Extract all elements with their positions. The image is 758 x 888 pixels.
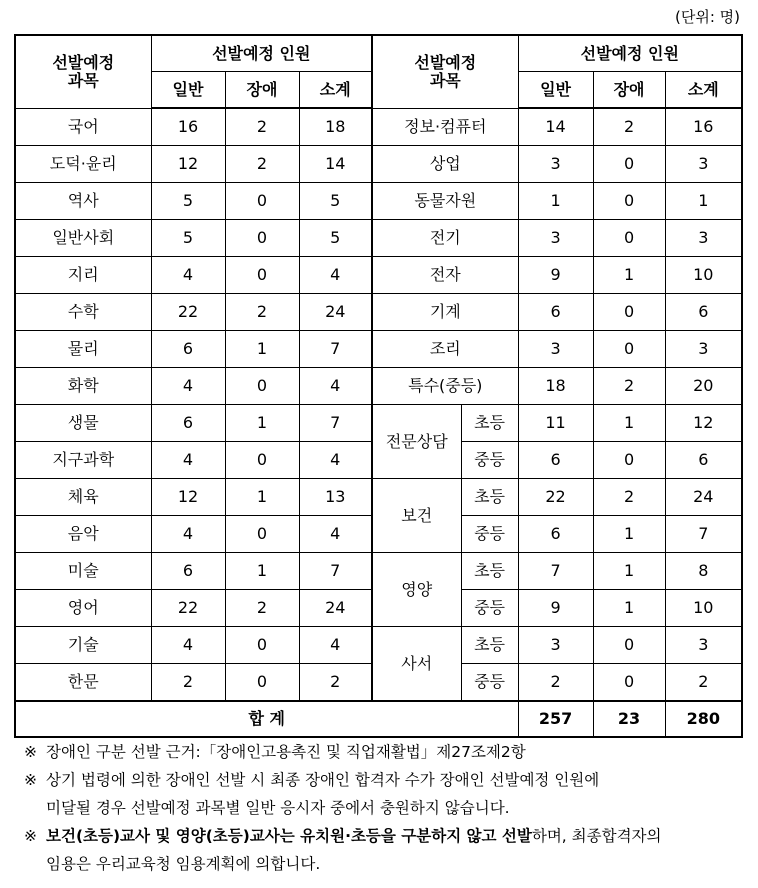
header-subtotal-right: 소계 (665, 72, 742, 109)
cell-general: 6 (151, 331, 225, 368)
header-quota-right: 선발예정 인원 (518, 35, 742, 72)
cell-subtotal: 6 (665, 442, 742, 479)
cell-group-subject: 영양 (372, 553, 461, 627)
cell-disabled: 0 (225, 664, 299, 702)
note-3-line2: 임용은 우리교육청 임용계획에 의합니다. (46, 855, 321, 873)
cell-disabled: 0 (593, 627, 665, 664)
cell-disabled: 0 (593, 220, 665, 257)
cell-general: 5 (151, 220, 225, 257)
table-row (15, 331, 742, 368)
table-row (15, 368, 742, 405)
header-subject-right-line1: 선발예정 (414, 52, 477, 72)
cell-disabled: 2 (593, 368, 665, 405)
cell-subject: 영어 (15, 590, 151, 627)
cell-general: 1 (518, 183, 593, 220)
cell-disabled: 0 (225, 368, 299, 405)
total-label: 합 계 (15, 701, 518, 737)
cell-disabled: 1 (225, 553, 299, 590)
cell-subtotal: 4 (299, 442, 372, 479)
cell-subtotal: 6 (665, 294, 742, 331)
cell-subtotal: 24 (665, 479, 742, 516)
cell-level: 초등 (461, 553, 518, 590)
cell-general: 6 (518, 442, 593, 479)
cell-general: 9 (518, 590, 593, 627)
cell-general: 6 (518, 516, 593, 553)
cell-subject: 음악 (15, 516, 151, 553)
cell-subtotal: 14 (299, 146, 372, 183)
cell-general: 14 (518, 108, 593, 146)
cell-subject: 기술 (15, 627, 151, 664)
cell-general: 4 (151, 627, 225, 664)
cell-subject: 물리 (15, 331, 151, 368)
cell-disabled: 0 (225, 627, 299, 664)
cell-subject: 체육 (15, 479, 151, 516)
cell-subject: 역사 (15, 183, 151, 220)
total-subtotal: 280 (665, 701, 742, 737)
cell-general: 2 (151, 664, 225, 702)
cell-disabled: 0 (225, 516, 299, 553)
cell-disabled: 0 (225, 257, 299, 294)
cell-general: 12 (151, 146, 225, 183)
table-row (15, 146, 742, 183)
cell-general: 3 (518, 146, 593, 183)
cell-general: 22 (151, 590, 225, 627)
cell-subject: 전기 (372, 220, 518, 257)
cell-subtotal: 4 (299, 627, 372, 664)
cell-general: 6 (151, 405, 225, 442)
cell-subtotal: 13 (299, 479, 372, 516)
cell-disabled: 0 (593, 183, 665, 220)
cell-level: 초등 (461, 479, 518, 516)
cell-disabled: 2 (225, 108, 299, 146)
cell-subtotal: 3 (665, 331, 742, 368)
cell-disabled: 1 (225, 405, 299, 442)
cell-subject: 동물자원 (372, 183, 518, 220)
cell-subject: 수학 (15, 294, 151, 331)
cell-subject: 국어 (15, 108, 151, 146)
cell-subject: 기계 (372, 294, 518, 331)
cell-subtotal: 4 (299, 516, 372, 553)
cell-general: 18 (518, 368, 593, 405)
cell-disabled: 0 (225, 442, 299, 479)
note-2-line1: 상기 법령에 의한 장애인 선발 시 최종 장애인 합격자 수가 장애인 선발예정 인원에 (46, 771, 600, 789)
cell-subtotal: 10 (665, 590, 742, 627)
cell-subtotal: 10 (665, 257, 742, 294)
note-mark: ※ (24, 743, 37, 761)
cell-general: 22 (151, 294, 225, 331)
cell-level: 중등 (461, 590, 518, 627)
cell-subject: 전자 (372, 257, 518, 294)
cell-general: 9 (518, 257, 593, 294)
cell-subtotal: 18 (299, 108, 372, 146)
cell-disabled: 0 (593, 442, 665, 479)
cell-disabled: 0 (593, 331, 665, 368)
cell-disabled: 1 (225, 331, 299, 368)
cell-group-subject: 사서 (372, 627, 461, 702)
cell-disabled: 2 (225, 294, 299, 331)
header-disabled-left: 장애 (225, 72, 299, 109)
cell-disabled: 0 (593, 146, 665, 183)
cell-disabled: 0 (593, 664, 665, 702)
cell-subtotal: 7 (299, 553, 372, 590)
cell-general: 4 (151, 442, 225, 479)
cell-subtotal: 16 (665, 108, 742, 146)
cell-general: 22 (518, 479, 593, 516)
cell-general: 5 (151, 183, 225, 220)
cell-subtotal: 1 (665, 183, 742, 220)
cell-level: 중등 (461, 442, 518, 479)
table-row (15, 405, 742, 442)
cell-subject: 미술 (15, 553, 151, 590)
cell-subject: 화학 (15, 368, 151, 405)
header-subject-left (15, 35, 151, 108)
cell-level: 중등 (461, 664, 518, 702)
table-row (15, 220, 742, 257)
cell-subtotal: 20 (665, 368, 742, 405)
cell-disabled: 1 (593, 553, 665, 590)
cell-disabled: 1 (225, 479, 299, 516)
cell-subject: 생물 (15, 405, 151, 442)
cell-general: 4 (151, 368, 225, 405)
note-3-rest: 하며, 최종합격자의 (531, 827, 662, 845)
table-row (15, 183, 742, 220)
cell-general: 3 (518, 331, 593, 368)
cell-subtotal: 5 (299, 220, 372, 257)
cell-subject: 도덕·윤리 (15, 146, 151, 183)
cell-disabled: 2 (225, 590, 299, 627)
cell-disabled: 0 (225, 183, 299, 220)
cell-disabled: 1 (593, 405, 665, 442)
cell-general: 6 (518, 294, 593, 331)
cell-disabled: 0 (225, 220, 299, 257)
header-general-right: 일반 (518, 72, 593, 109)
cell-subtotal: 7 (299, 405, 372, 442)
header-subtotal-left: 소계 (299, 72, 372, 109)
cell-general: 2 (518, 664, 593, 702)
cell-general: 6 (151, 553, 225, 590)
total-row (15, 701, 742, 737)
total-general: 257 (518, 701, 593, 737)
table-row (15, 257, 742, 294)
cell-subtotal: 7 (299, 331, 372, 368)
note-1 (24, 738, 744, 766)
cell-group-subject: 보건 (372, 479, 461, 553)
cell-subtotal: 2 (299, 664, 372, 702)
cell-general: 3 (518, 220, 593, 257)
cell-subject: 정보·컴퓨터 (372, 108, 518, 146)
table-row (15, 627, 742, 664)
cell-general: 16 (151, 108, 225, 146)
header-subject-left-line1: 선발예정 (52, 52, 115, 72)
note-3-bold: 보건(초등)교사 및 영양(초등)교사는 유치원·초등을 구분하지 않고 선발 (46, 827, 532, 845)
table-row (15, 108, 742, 146)
table-row (15, 294, 742, 331)
cell-disabled: 2 (225, 146, 299, 183)
cell-subject: 일반사회 (15, 220, 151, 257)
cell-subtotal: 3 (665, 220, 742, 257)
cell-subtotal: 7 (665, 516, 742, 553)
header-quota-left: 선발예정 인원 (151, 35, 372, 72)
cell-general: 11 (518, 405, 593, 442)
table-row (15, 553, 742, 590)
cell-disabled: 0 (593, 294, 665, 331)
table-row (15, 479, 742, 516)
cell-subject: 상업 (372, 146, 518, 183)
cell-general: 4 (151, 257, 225, 294)
cell-level: 초등 (461, 405, 518, 442)
total-disabled: 23 (593, 701, 665, 737)
note-mark: ※ (24, 771, 37, 789)
cell-disabled: 2 (593, 479, 665, 516)
cell-group-subject: 전문상담 (372, 405, 461, 479)
header-subject-left-line2: 과목 (67, 70, 99, 90)
cell-general: 7 (518, 553, 593, 590)
cell-general: 4 (151, 516, 225, 553)
note-2-line2: 미달될 경우 선발예정 과목별 일반 응시자 중에서 충원하지 않습니다. (46, 799, 510, 817)
cell-subtotal: 24 (299, 294, 372, 331)
note-mark: ※ (24, 827, 37, 845)
cell-subject: 특수(중등) (372, 368, 518, 405)
cell-general: 3 (518, 627, 593, 664)
cell-subtotal: 5 (299, 183, 372, 220)
note-2 (24, 766, 744, 822)
cell-subtotal: 12 (665, 405, 742, 442)
cell-level: 중등 (461, 516, 518, 553)
cell-subject: 지리 (15, 257, 151, 294)
cell-subtotal: 4 (299, 368, 372, 405)
cell-disabled: 2 (593, 108, 665, 146)
cell-subtotal: 8 (665, 553, 742, 590)
cell-subject: 한문 (15, 664, 151, 702)
cell-disabled: 1 (593, 590, 665, 627)
cell-general: 12 (151, 479, 225, 516)
cell-subtotal: 3 (665, 627, 742, 664)
header-subject-right-line2: 과목 (429, 70, 461, 90)
cell-subtotal: 2 (665, 664, 742, 702)
cell-subject: 조리 (372, 331, 518, 368)
cell-subtotal: 24 (299, 590, 372, 627)
cell-subject: 지구과학 (15, 442, 151, 479)
cell-disabled: 1 (593, 516, 665, 553)
quota-table (14, 34, 743, 738)
header-general-left: 일반 (151, 72, 225, 109)
cell-disabled: 1 (593, 257, 665, 294)
note-3 (24, 822, 744, 878)
cell-subtotal: 4 (299, 257, 372, 294)
unit-label: (단위: 명) (675, 8, 740, 26)
header-disabled-right: 장애 (593, 72, 665, 109)
note-1-text: 장애인 구분 선발 근거:「장애인고용촉진 및 직업재활법」제27조제2항 (46, 743, 526, 761)
cell-subtotal: 3 (665, 146, 742, 183)
cell-level: 초등 (461, 627, 518, 664)
header-subject-right (372, 35, 518, 108)
